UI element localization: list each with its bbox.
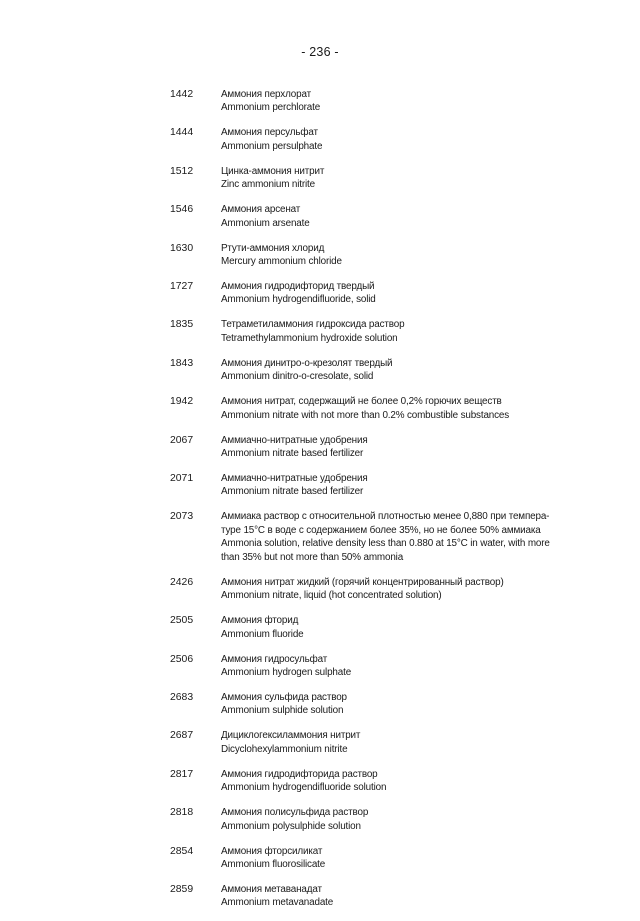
entry	[0, 434, 640, 461]
un-number: 1512	[170, 165, 194, 177]
un-number: 2506	[170, 653, 194, 665]
entry	[0, 845, 640, 872]
entry-description	[221, 576, 566, 603]
description-line: Аммиачно-нитратные удобрения	[221, 434, 368, 446]
entry-description	[221, 768, 566, 795]
entry	[0, 395, 640, 422]
entry-description	[221, 318, 566, 345]
entry	[0, 691, 640, 718]
entry	[0, 318, 640, 345]
entry-description	[221, 434, 566, 461]
description-line: Ammonium metavanadate	[221, 897, 334, 909]
description-line: Ammonium hydrogendifluoride solution	[221, 782, 387, 794]
entry	[0, 203, 640, 230]
description-line: Аммиака раствор с относительной плотностью менее 0,880 при темпера-	[221, 511, 550, 523]
description-line: Ammonium perchlorate	[221, 102, 321, 114]
un-number: 1546	[170, 204, 194, 216]
description-line: Ammonium hydrogen sulphate	[221, 666, 352, 678]
un-number: 2505	[170, 615, 194, 627]
description-line: Аммония сульфида раствор	[221, 691, 347, 703]
entry-description	[221, 691, 566, 718]
un-number: 1727	[170, 281, 194, 293]
description-line: Ammonium fluorosilicate	[221, 858, 326, 870]
description-line: than 35% but not more than 50% ammonia	[221, 551, 404, 563]
entry-description	[221, 280, 566, 307]
entry-description	[221, 88, 566, 115]
description-line: Аммиачно-нитратные удобрения	[221, 473, 368, 485]
description-line: Аммония арсенат	[221, 204, 301, 216]
entry-description	[221, 806, 566, 833]
description-line: Аммония перхлорат	[221, 89, 311, 100]
entry	[0, 729, 640, 756]
description-line: Ртути-аммония хлорид	[221, 242, 325, 254]
entry-description	[221, 242, 566, 269]
un-number: 2859	[170, 883, 194, 895]
un-number: 2817	[170, 768, 194, 780]
un-number: 2683	[170, 691, 194, 703]
description-line: Цинка-аммония нитрит	[221, 165, 325, 177]
entry	[0, 806, 640, 833]
description-line: Ammonium sulphide solution	[221, 705, 344, 717]
un-number: 1835	[170, 319, 194, 331]
description-line: Mercury ammonium chloride	[221, 256, 342, 268]
description-line: Ammonium nitrate based fertilizer	[221, 448, 364, 460]
entry	[0, 510, 640, 564]
entry-list	[0, 88, 640, 921]
description-line: Аммония гидродифторид твердый	[221, 281, 375, 293]
entry-description	[221, 510, 566, 564]
un-number: 2854	[170, 845, 194, 857]
un-number: 2073	[170, 511, 194, 523]
description-line: Тетраметиламмония гидроксида раствор	[221, 319, 405, 331]
entry-description	[221, 165, 566, 192]
entry-description	[221, 357, 566, 384]
description-line: Ammonium hydrogendifluoride, solid	[221, 294, 376, 306]
description-line: Аммония метаванадат	[221, 883, 322, 895]
entry	[0, 126, 640, 153]
entry-description	[221, 845, 566, 872]
un-number: 1442	[170, 89, 194, 100]
un-number: 1630	[170, 242, 194, 254]
description-line: Zinc ammonium nitrite	[221, 179, 315, 191]
entry-description	[221, 203, 566, 230]
entry-description	[221, 614, 566, 641]
description-line: Аммония полисульфида раствор	[221, 807, 369, 819]
un-number: 2071	[170, 473, 194, 485]
entry	[0, 357, 640, 384]
entry-description	[221, 883, 566, 910]
un-number: 2067	[170, 434, 194, 446]
description-line: Аммония нитрат, содержащий не более 0,2% горючих веществ	[221, 396, 502, 408]
description-line: Аммония гидросульфат	[221, 653, 328, 665]
description-line: Ammonium fluoride	[221, 628, 304, 640]
un-number: 1444	[170, 127, 194, 139]
description-line: Аммония персульфат	[221, 127, 318, 139]
description-line: Аммония фторид	[221, 615, 299, 627]
un-number: 2687	[170, 730, 194, 742]
un-number: 2426	[170, 576, 194, 588]
description-line: Dicyclohexylammonium nitrite	[221, 743, 348, 755]
description-line: Ammonium nitrate, liquid (hot concentrated solution)	[221, 590, 442, 602]
description-line: Аммония динитро-о-крезолят твердый	[221, 357, 393, 369]
entry-description	[221, 126, 566, 153]
entry	[0, 614, 640, 641]
description-line: Tetramethylammonium hydroxide solution	[221, 332, 398, 344]
entry	[0, 88, 640, 115]
description-line: Ammonium persulphate	[221, 140, 323, 152]
description-line: Ammonium nitrate with not more than 0.2% combustible substances	[221, 409, 510, 421]
entry	[0, 472, 640, 499]
entry-description	[221, 395, 566, 422]
entry	[0, 280, 640, 307]
description-line: Ammonia solution, relative density less than 0.880 at 15°C in water, with more	[221, 538, 550, 550]
entry-description	[221, 729, 566, 756]
description-line: Аммония нитрат жидкий (горячий концентрированный раствор)	[221, 576, 504, 588]
description-line: Аммония гидродифторида раствор	[221, 768, 378, 780]
description-line: Ammonium dinitro-o-cresolate, solid	[221, 371, 374, 383]
description-line: Ammonium polysulphide solution	[221, 820, 361, 832]
entry	[0, 165, 640, 192]
un-number: 2818	[170, 807, 194, 819]
entry-description	[221, 472, 566, 499]
entry	[0, 883, 640, 910]
entry	[0, 768, 640, 795]
description-line: Аммония фторсиликат	[221, 845, 323, 857]
entry	[0, 576, 640, 603]
description-line: Дициклогексиламмония нитрит	[221, 730, 361, 742]
entry	[0, 653, 640, 680]
entry-description	[221, 653, 566, 680]
description-line: Ammonium nitrate based fertilizer	[221, 486, 364, 498]
un-number: 1843	[170, 357, 194, 369]
un-number: 1942	[170, 396, 194, 408]
page-number: - 236 -	[301, 45, 339, 59]
description-line: туре 15°C в воде с содержанием более 35%, но не более 50% аммиака	[221, 524, 541, 536]
entry	[0, 242, 640, 269]
description-line: Ammonium arsenate	[221, 217, 310, 229]
